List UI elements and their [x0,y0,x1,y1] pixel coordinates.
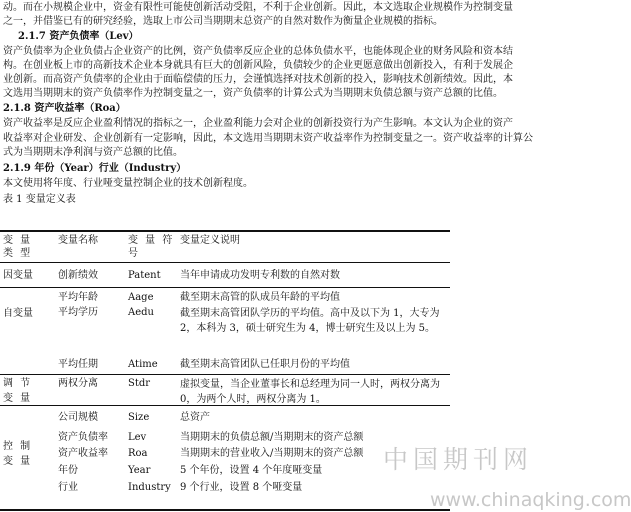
table-top-rule [0,230,450,232]
section-heading-roa: 2.1.8 资产收益率（Roa） [3,103,126,114]
header-variable-type: 变 量 类 型 [3,235,33,259]
row-stdr-description: 虚拟变量，当企业董事长和总经理为同一人时，两权分离为 0，为两个人时，两权分离为 1。 [180,379,440,405]
table-row-rule [0,287,450,288]
paragraph-line: 动。而在小规模企业中，资金有限性可能使创新活动受阻，不利于企业创新。因此，本文选取企业规模作为控制变量 [3,2,513,13]
row-year-symbol: Year [128,465,151,476]
paragraph-line: 业创新。而高资产负债率的企业由于面临偿债的压力，会谨慎选择对技术创新的投入，影响技术创新绩效。因此，本 [3,74,513,85]
header-variable-name: 变量名称 [58,235,98,246]
row-stdr-symbol: Stdr [128,378,151,389]
paragraph-line: 收益率对企业研发、企业创新有一定影响，因此，本文选用当期期末资产收益率作为控制变量之一。资产收益率的计算公 [3,133,533,144]
row-lev-description: 当期期末的负债总额/当期期末的资产总额 [180,432,364,443]
row-roa-name: 资产收益率 [58,448,108,459]
row-dep-type: 因变量 [3,270,33,281]
row-aage-description: 截至期末高管的队成员年龄的平均值 [180,292,340,303]
row-mod-type: 调 节 变 量 [3,378,33,404]
header-variable-description: 变量定义说明 [180,235,240,246]
row-aedu-description: 截至期末高管团队学历的平均值。高中及以下为 1，大专为 2，本科为 3，硕士研究生为 4，博士研究生及以上为 5。 [180,308,440,334]
paragraph-line: 式为当期期末净利润与资产总额的比值。 [3,147,183,158]
row-atime-name: 平均任期 [58,359,98,370]
paragraph-line: 资产收益率是反应企业盈利情况的指标之一，企业盈利能力会对企业的创新投资行为产生影响。本文认为企业的资产 [3,118,513,129]
row-industry-name: 行业 [58,482,78,493]
row-dep-description: 当年申请成功发明专利数的自然对数 [180,270,340,281]
row-atime-description: 截至期末高管团队已任职月份的平均值 [180,359,350,370]
header-variable-symbol: 变 量 符 号 [128,235,175,259]
table-caption: 表 1 变量定义表 [3,194,76,205]
table-row-rule [0,374,450,375]
row-aedu-name: 平均学历 [58,307,98,318]
row-dep-name: 创新绩效 [58,270,98,281]
row-size-symbol: Size [128,412,150,423]
paragraph-line: 资产负债率为企业负债占企业资产的比例，资产负债率反应企业的总体负债水平，也能体现企业的财务风险和资本结 [3,46,513,57]
row-roa-symbol: Roa [128,448,148,459]
row-size-name: 公司规模 [58,412,98,423]
row-roa-description: 当期期末的营业收入/当期期末的资产总额 [180,448,364,459]
row-lev-symbol: Lev [128,432,147,443]
paragraph-line: 之一，并借鉴已有的研究经验，选取上市公司当期期末总资产的自然对数作为衡量企业规模的指标。 [3,16,443,27]
row-industry-symbol: Industry [128,482,171,493]
row-atime-symbol: Atime [128,359,158,370]
row-size-description: 总资产 [180,412,210,423]
row-year-name: 年份 [58,465,78,476]
row-indep-type: 自变量 [3,308,33,319]
row-aage-name: 平均年龄 [58,292,98,303]
watermark-url: www.chinaqking.com [430,489,631,511]
section-heading-lev: 2.1.7 资产负债率（Lev） [18,31,139,42]
paragraph-line: 文选用当期期末的资产负债率作为控制变量之一，资产负债率的计算公式为当期期末负债总额与资产总额的比值。 [3,88,503,99]
row-ctrl-type: 控 制 变 量 [3,441,33,467]
row-aage-symbol: Aage [128,292,154,303]
section-heading-year-industry: 2.1.9 年份（Year）行业（Industry） [3,163,187,174]
row-industry-description: 9 个行业，设置 8 个哑变量 [180,482,303,493]
paragraph-line: 本文使用将年度、行业哑变量控制企业的技术创新程度。 [3,178,253,189]
watermark-text: 中国期刊网 [383,445,534,474]
row-dep-symbol: Patent [128,270,161,281]
row-aedu-symbol: Aedu [128,307,154,318]
row-lev-name: 资产负债率 [58,432,108,443]
row-year-description: 5 个年份，设置 4 个年度哑变量 [180,465,323,476]
table-bottom-rule [0,509,450,511]
table-header-rule [0,262,450,263]
row-stdr-name: 两权分离 [58,378,98,389]
paragraph-line: 构。在创业板上市的高新技术企业本身就具有巨大的创新风险，负债较少的企业更愿意做出创新投入，有利于发展企 [3,60,513,71]
